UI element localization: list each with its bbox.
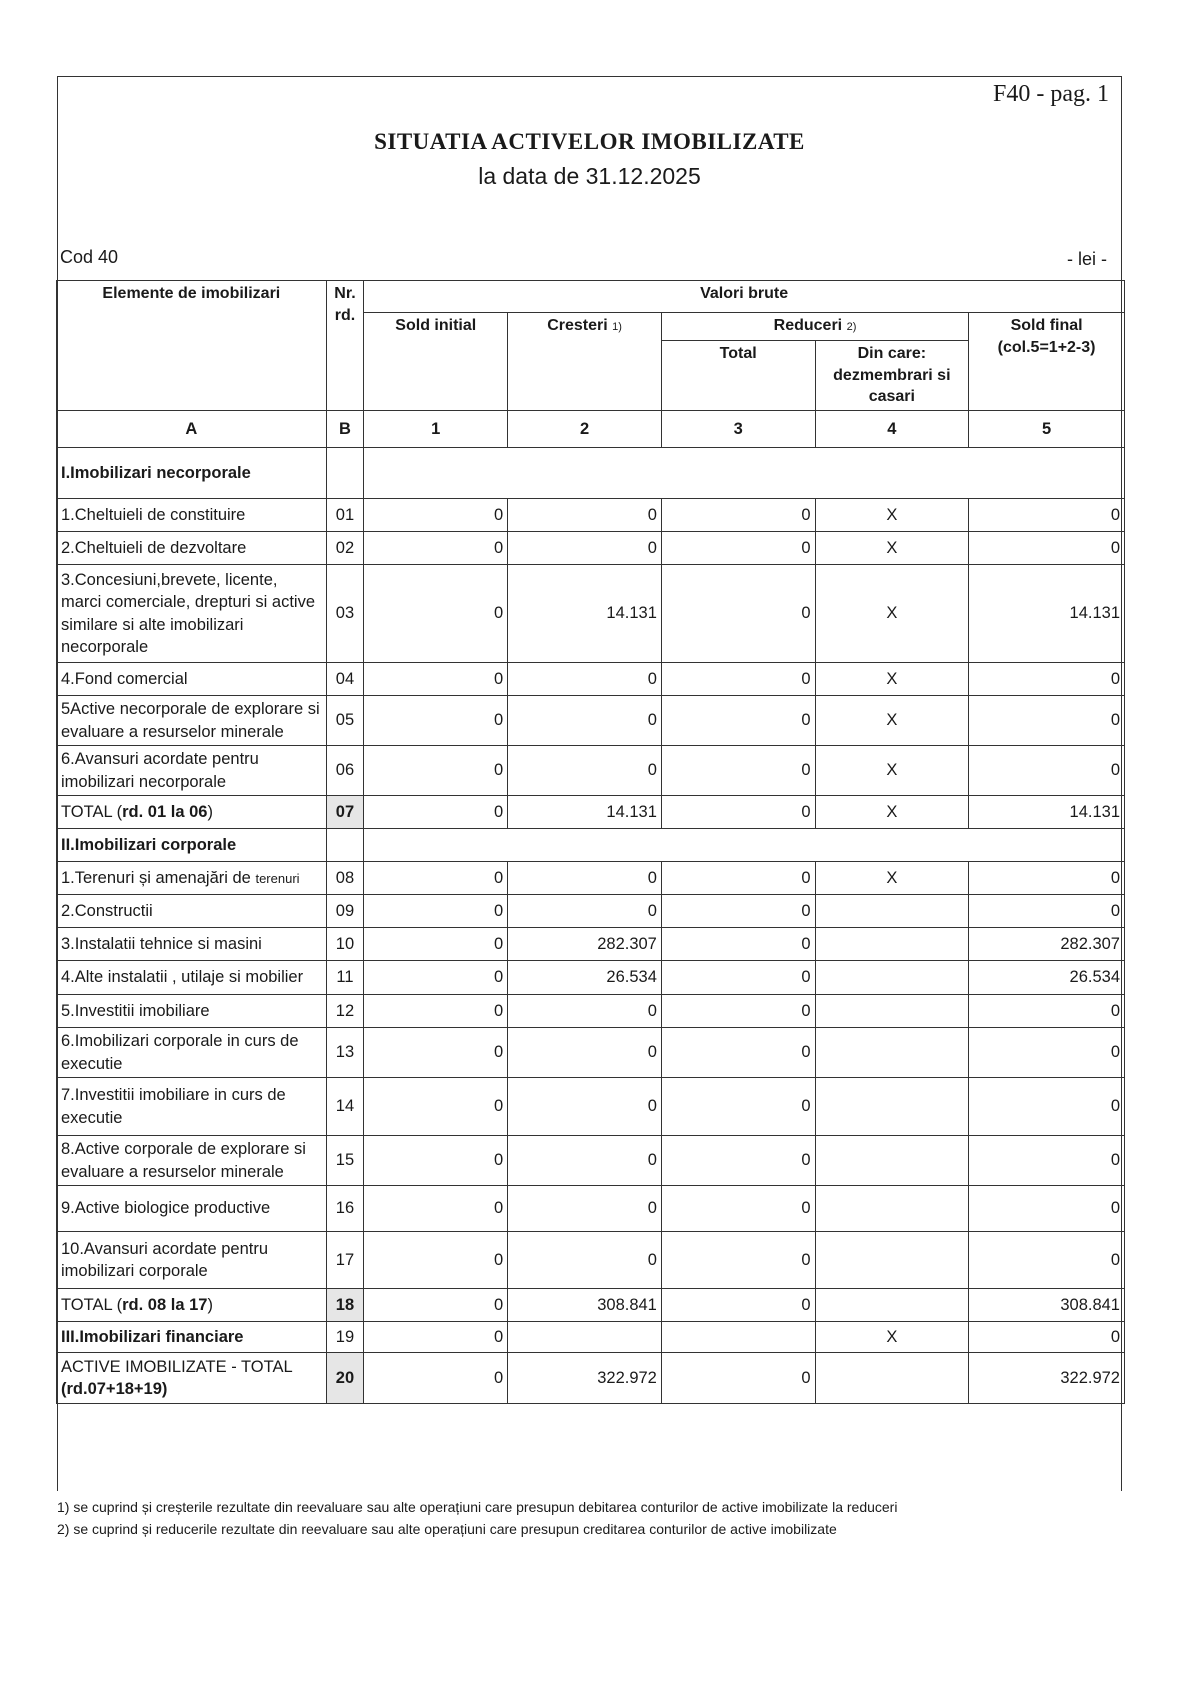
- row-label: [57, 1136, 327, 1186]
- sold-initial-value: 0: [364, 995, 508, 1028]
- row-label-text: 8.Active corporale de explorare si evaluare a resurselor minerale: [61, 1140, 306, 1181]
- sold-initial-value: 0: [364, 1232, 508, 1289]
- section-title: I.Imobilizari necorporale: [57, 448, 327, 499]
- row-label-text: 5.Investitii imobiliare: [61, 1001, 210, 1020]
- reduceri-total-value: 0: [661, 1289, 815, 1322]
- sold-initial-value: 0: [364, 1186, 508, 1232]
- form-page: [57, 76, 1122, 1491]
- sold-final-value: 14.131: [969, 565, 1125, 663]
- row-label-text: 4.Alte instalatii , utilaje si mobilier: [61, 968, 304, 987]
- col-letter: 1: [364, 411, 508, 448]
- header-reduceri-total: Total: [661, 341, 815, 411]
- header-cresteri-note: 1): [612, 321, 622, 333]
- din-care-value: [815, 995, 969, 1028]
- cresteri-value: 0: [508, 499, 662, 532]
- table-row: [57, 1136, 1125, 1186]
- reduceri-total-value: 0: [661, 532, 815, 565]
- sold-final-value: 308.841: [969, 1289, 1125, 1322]
- col-letter: 3: [661, 411, 815, 448]
- sold-final-value: 0: [969, 895, 1125, 928]
- footnotes: [57, 1496, 1122, 1540]
- din-care-value: [815, 1353, 969, 1404]
- header-col-a: Elemente de imobilizari: [57, 281, 327, 411]
- sold-final-value: 0: [969, 995, 1125, 1028]
- table-row: [57, 961, 1125, 995]
- section-nr-cell: [326, 448, 364, 499]
- din-care-value: X: [815, 1322, 969, 1353]
- row-number: 06: [326, 746, 364, 796]
- row-label-text: III.Imobilizari financiare: [61, 1327, 244, 1346]
- din-care-value: X: [815, 862, 969, 895]
- reduceri-total-value: 0: [661, 746, 815, 796]
- sold-initial-value: 0: [364, 796, 508, 829]
- row-number: 15: [326, 1136, 364, 1186]
- section-empty-cell: [364, 448, 1125, 499]
- reduceri-total-value: 0: [661, 1028, 815, 1078]
- table-row: [57, 1322, 1125, 1353]
- sold-final-value: 0: [969, 1186, 1125, 1232]
- row-label-range: rd. 01 la 06: [122, 802, 208, 821]
- footnote-1: 1) se cuprind și creșterile rezultate din reevaluare sau alte operațiuni care presupun debitarea conturilor de active imobilizate la reduceri: [57, 1499, 898, 1515]
- din-care-value: X: [815, 696, 969, 746]
- din-care-value: [815, 895, 969, 928]
- header-reduceri-label: Reduceri: [773, 317, 843, 334]
- sold-initial-value: 0: [364, 746, 508, 796]
- reduceri-total-value: 0: [661, 696, 815, 746]
- sold-final-value: 0: [969, 1136, 1125, 1186]
- sold-initial-value: 0: [364, 961, 508, 995]
- cresteri-value: 0: [508, 746, 662, 796]
- row-label-text: 5Active necorporale de explorare si evaluare a resurselor minerale: [61, 700, 320, 741]
- reduceri-total-value: 0: [661, 1232, 815, 1289]
- row-label: [57, 1078, 327, 1136]
- sold-initial-value: 0: [364, 1028, 508, 1078]
- column-numbers-row: [57, 411, 1125, 448]
- row-number: 01: [326, 499, 364, 532]
- cresteri-value: 308.841: [508, 1289, 662, 1322]
- row-number: 03: [326, 565, 364, 663]
- row-number: 19: [326, 1322, 364, 1353]
- row-number: 10: [326, 928, 364, 961]
- din-care-value: [815, 1186, 969, 1232]
- row-number: 09: [326, 895, 364, 928]
- din-care-value: X: [815, 499, 969, 532]
- row-number: 11: [326, 961, 364, 995]
- row-label-text: 9.Active biologice productive: [61, 1199, 271, 1218]
- row-label: [57, 1289, 327, 1322]
- reduceri-total-value: 0: [661, 961, 815, 995]
- row-label: [57, 928, 327, 961]
- din-care-value: [815, 1078, 969, 1136]
- cresteri-value: 0: [508, 1232, 662, 1289]
- sold-initial-value: 0: [364, 532, 508, 565]
- assets-table: [56, 280, 1125, 1404]
- din-care-value: [815, 1028, 969, 1078]
- reduceri-total-value: 0: [661, 1136, 815, 1186]
- reduceri-total-value: 0: [661, 565, 815, 663]
- row-number: 18: [326, 1289, 364, 1322]
- row-label-text: TOTAL (: [61, 1295, 123, 1314]
- cresteri-value: 0: [508, 696, 662, 746]
- sold-initial-value: 0: [364, 1136, 508, 1186]
- din-care-value: X: [815, 796, 969, 829]
- sold-initial-value: 0: [364, 1289, 508, 1322]
- row-label: [57, 532, 327, 565]
- row-label-text: 1.Cheltuieli de constituire: [61, 505, 246, 524]
- row-label: [57, 1232, 327, 1289]
- sold-final-value: 0: [969, 1322, 1125, 1353]
- table-row: [57, 663, 1125, 696]
- reduceri-total-value: 0: [661, 1078, 815, 1136]
- cresteri-value: 0: [508, 663, 662, 696]
- row-label: [57, 895, 327, 928]
- section-row: [57, 448, 1125, 499]
- header-reduceri-note: 2): [846, 321, 857, 333]
- row-label-text: 10.Avansuri acordate pentru imobilizari corporale: [61, 1239, 268, 1280]
- cresteri-value: 0: [508, 895, 662, 928]
- sold-initial-value: 0: [364, 663, 508, 696]
- row-label-text: 6.Imobilizari corporale in curs de executie: [61, 1032, 299, 1073]
- row-label: [57, 995, 327, 1028]
- row-label-text: ): [207, 802, 213, 821]
- reduceri-total-value: 0: [661, 1186, 815, 1232]
- table-row: [57, 862, 1125, 895]
- header-cresteri: [508, 313, 662, 411]
- reduceri-total-value: 0: [661, 663, 815, 696]
- sold-final-value: 322.972: [969, 1353, 1125, 1404]
- footnote-2: 2) se cuprind și reducerile rezultate din reevaluare sau alte operațiuni care presupun creditarea conturilor de active imobilizate: [57, 1521, 837, 1537]
- table-row: [57, 532, 1125, 565]
- row-number: 16: [326, 1186, 364, 1232]
- cresteri-value: 0: [508, 1078, 662, 1136]
- row-label: [57, 746, 327, 796]
- table-row: [57, 1232, 1125, 1289]
- cresteri-value: 14.131: [508, 796, 662, 829]
- sold-initial-value: 0: [364, 862, 508, 895]
- table-row: [57, 1078, 1125, 1136]
- reduceri-total-value: 0: [661, 796, 815, 829]
- header-din-care: Din care: dezmembrari si casari: [815, 341, 969, 411]
- col-letter: A: [57, 411, 327, 448]
- row-number: 12: [326, 995, 364, 1028]
- row-label-text: 4.Fond comercial: [61, 669, 188, 688]
- sold-final-value: 0: [969, 663, 1125, 696]
- row-label-text: 3.Concesiuni,brevete, licente, marci comerciale, drepturi si active similare si alte imobilizari necorporale: [61, 570, 315, 656]
- row-label-text: 3.Instalatii tehnice si masini: [61, 934, 262, 953]
- cresteri-value: 322.972: [508, 1353, 662, 1404]
- sold-final-value: 282.307: [969, 928, 1125, 961]
- table-row: [57, 1353, 1125, 1404]
- row-label: [57, 1322, 327, 1353]
- table-row: [57, 746, 1125, 796]
- col-letter: B: [326, 411, 364, 448]
- cresteri-value: 282.307: [508, 928, 662, 961]
- sold-final-value: 0: [969, 1078, 1125, 1136]
- sold-initial-value: 0: [364, 565, 508, 663]
- reduceri-total-value: 0: [661, 862, 815, 895]
- row-label: [57, 565, 327, 663]
- table-row: [57, 895, 1125, 928]
- sold-initial-value: 0: [364, 895, 508, 928]
- col-letter: 5: [969, 411, 1125, 448]
- table-row: [57, 796, 1125, 829]
- section-empty-cell: [364, 829, 1125, 862]
- cresteri-value: 14.131: [508, 565, 662, 663]
- row-label-text: 1.Terenuri și amenajări de: [61, 868, 251, 887]
- row-label: [57, 1186, 327, 1232]
- row-number: 20: [326, 1353, 364, 1404]
- table-row: [57, 696, 1125, 746]
- sold-initial-value: 0: [364, 696, 508, 746]
- sold-final-value: 0: [969, 1028, 1125, 1078]
- row-label: [57, 1353, 327, 1404]
- din-care-value: X: [815, 565, 969, 663]
- din-care-value: [815, 1136, 969, 1186]
- currency-unit: - lei -: [1067, 249, 1107, 269]
- row-label-text: 2.Cheltuieli de dezvoltare: [61, 538, 247, 557]
- document-title: SITUATIA ACTIVELOR IMOBILIZATE: [374, 129, 805, 154]
- reduceri-total-value: 0: [661, 499, 815, 532]
- din-care-value: [815, 961, 969, 995]
- row-label-small: terenuri: [255, 870, 300, 886]
- cresteri-value: 0: [508, 532, 662, 565]
- cresteri-value: 0: [508, 862, 662, 895]
- row-number: 14: [326, 1078, 364, 1136]
- col-letter: 4: [815, 411, 969, 448]
- cresteri-value: 0: [508, 1028, 662, 1078]
- table-row: [57, 928, 1125, 961]
- header-valori-brute: Valori brute: [364, 281, 1125, 313]
- row-number: 13: [326, 1028, 364, 1078]
- din-care-value: [815, 928, 969, 961]
- section-row: [57, 829, 1125, 862]
- header-sold-initial: Sold initial: [364, 313, 508, 411]
- sold-final-value: 0: [969, 1232, 1125, 1289]
- row-number: 08: [326, 862, 364, 895]
- row-number: 17: [326, 1232, 364, 1289]
- sold-final-value: 0: [969, 499, 1125, 532]
- form-code: Cod 40: [60, 247, 119, 267]
- cresteri-value: 0: [508, 1136, 662, 1186]
- header-reduceri: [661, 313, 968, 341]
- header-sold-final: Sold final (col.5=1+2-3): [969, 313, 1125, 411]
- sold-initial-value: 0: [364, 1353, 508, 1404]
- sold-initial-value: 0: [364, 499, 508, 532]
- reduceri-total-value: [661, 1322, 815, 1353]
- din-care-value: [815, 1289, 969, 1322]
- cresteri-value: 26.534: [508, 961, 662, 995]
- din-care-value: X: [815, 532, 969, 565]
- row-number: 04: [326, 663, 364, 696]
- reduceri-total-value: 0: [661, 995, 815, 1028]
- row-number: 02: [326, 532, 364, 565]
- row-label: [57, 796, 327, 829]
- row-label-text: TOTAL (: [61, 802, 123, 821]
- reduceri-total-value: 0: [661, 1353, 815, 1404]
- cresteri-value: [508, 1322, 662, 1353]
- section-nr-cell: [326, 829, 364, 862]
- row-label-range: rd. 08 la 17: [122, 1295, 208, 1314]
- row-label-text: 2.Constructii: [61, 901, 153, 920]
- row-label: [57, 663, 327, 696]
- sold-final-value: 0: [969, 746, 1125, 796]
- sold-initial-value: 0: [364, 928, 508, 961]
- header-col-b: Nr. rd.: [326, 281, 364, 411]
- row-label: [57, 862, 327, 895]
- sold-initial-value: 0: [364, 1078, 508, 1136]
- row-label: [57, 499, 327, 532]
- row-label-formula: (rd.07+18+19): [61, 1380, 168, 1398]
- page-code: F40 - pag. 1: [993, 81, 1109, 107]
- table-row: [57, 1028, 1125, 1078]
- row-number: 07: [326, 796, 364, 829]
- sold-initial-value: 0: [364, 1322, 508, 1353]
- sold-final-value: 0: [969, 862, 1125, 895]
- row-label-text: ): [207, 1295, 213, 1314]
- row-label: [57, 961, 327, 995]
- section-title: II.Imobilizari corporale: [57, 829, 327, 862]
- sold-final-value: 0: [969, 532, 1125, 565]
- row-label-text: 7.Investitii imobiliare in curs de executie: [61, 1086, 286, 1127]
- cresteri-value: 0: [508, 995, 662, 1028]
- row-label-text: 6.Avansuri acordate pentru imobilizari necorporale: [61, 750, 259, 791]
- table-row: [57, 995, 1125, 1028]
- din-care-value: [815, 1232, 969, 1289]
- sold-final-value: 14.131: [969, 796, 1125, 829]
- din-care-value: X: [815, 663, 969, 696]
- document-date-line: la data de 31.12.2025: [478, 163, 701, 189]
- header-cresteri-label: Cresteri: [547, 317, 608, 334]
- sold-final-value: 26.534: [969, 961, 1125, 995]
- row-label: [57, 696, 327, 746]
- sold-final-value: 0: [969, 696, 1125, 746]
- din-care-value: X: [815, 746, 969, 796]
- table-row: [57, 1289, 1125, 1322]
- cresteri-value: 0: [508, 1186, 662, 1232]
- col-letter: 2: [508, 411, 662, 448]
- row-number: 05: [326, 696, 364, 746]
- reduceri-total-value: 0: [661, 928, 815, 961]
- table-row: [57, 565, 1125, 663]
- row-label-text: ACTIVE IMOBILIZATE - TOTAL: [61, 1357, 293, 1376]
- table-row: [57, 499, 1125, 532]
- row-label: [57, 1028, 327, 1078]
- reduceri-total-value: 0: [661, 895, 815, 928]
- table-row: [57, 1186, 1125, 1232]
